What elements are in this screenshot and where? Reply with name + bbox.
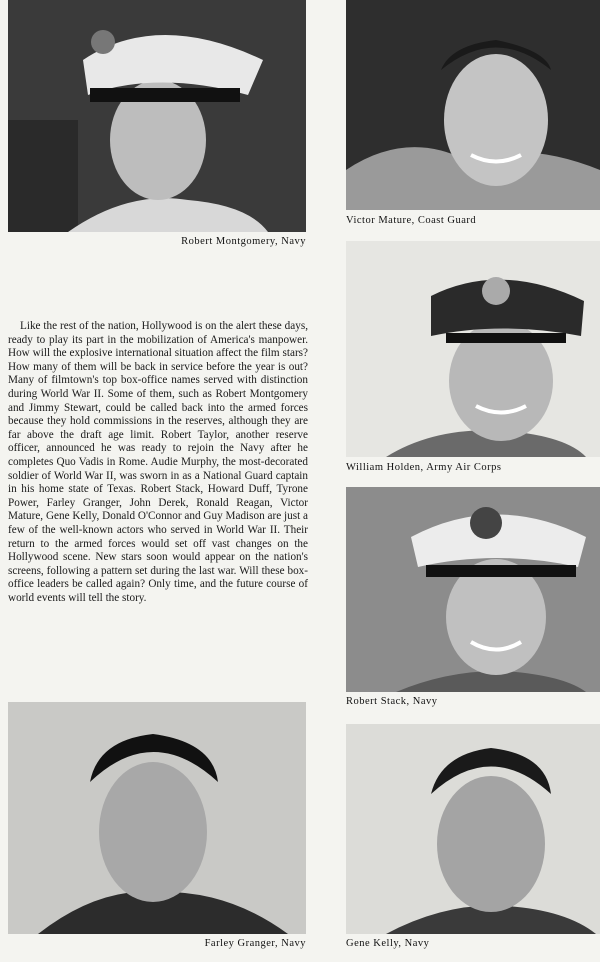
caption-robert-montgomery: Robert Montgomery, Navy	[181, 236, 306, 247]
caption-gene-kelly: Gene Kelly, Navy	[346, 938, 430, 949]
photo-farley-granger	[8, 702, 306, 934]
caption-robert-stack: Robert Stack, Navy	[346, 696, 438, 707]
caption-william-holden: William Holden, Army Air Corps	[346, 462, 502, 473]
photo-robert-stack	[346, 487, 600, 692]
photo-gene-kelly	[346, 724, 600, 934]
photo-robert-montgomery	[8, 0, 306, 232]
photo-william-holden	[346, 241, 600, 457]
photo-victor-mature	[346, 0, 600, 210]
article-body: Like the rest of the nation, Hollywood is on the alert these days, ready to play its part in the mobilization of America's manpower. How will the explosive international situation affect the film stars? How many of them will be back in service before the year is out? Many of filmtown's top box-office names served with distinction during World War II. Some of them, such as Robert Montgomery and Jimmy Stewart, could be called back into the armed forces because they hold commissions in the reserves, although they are far above the draft age limit. Robert Taylor, another reserve officer, announced he was ready to rejoin the Navy after he completes Quo Vadis in Rome. Audie Murphy, the most-decorated soldier of World War II, was sworn in as a National Guard captain in his home state of Texas. Robert Stack, Howard Duff, Tyrone Power, Farley Granger, John Derek, Ronald Reagan, Victor Mature, Gene Kelly, Donald O'Connor and Guy Madison are just a few of the well-known actors who served in World War II. Their return to the armed forces would set off vast changes on the Hollywood scene. New stars soon would appear on the nation's screens, following a pattern set during the last war. Will these box-office leaders be called again? Only time, and the future course of world events will tell the story.	[8, 320, 308, 604]
caption-farley-granger: Farley Granger, Navy	[204, 938, 306, 949]
caption-victor-mature: Victor Mature, Coast Guard	[346, 215, 477, 226]
